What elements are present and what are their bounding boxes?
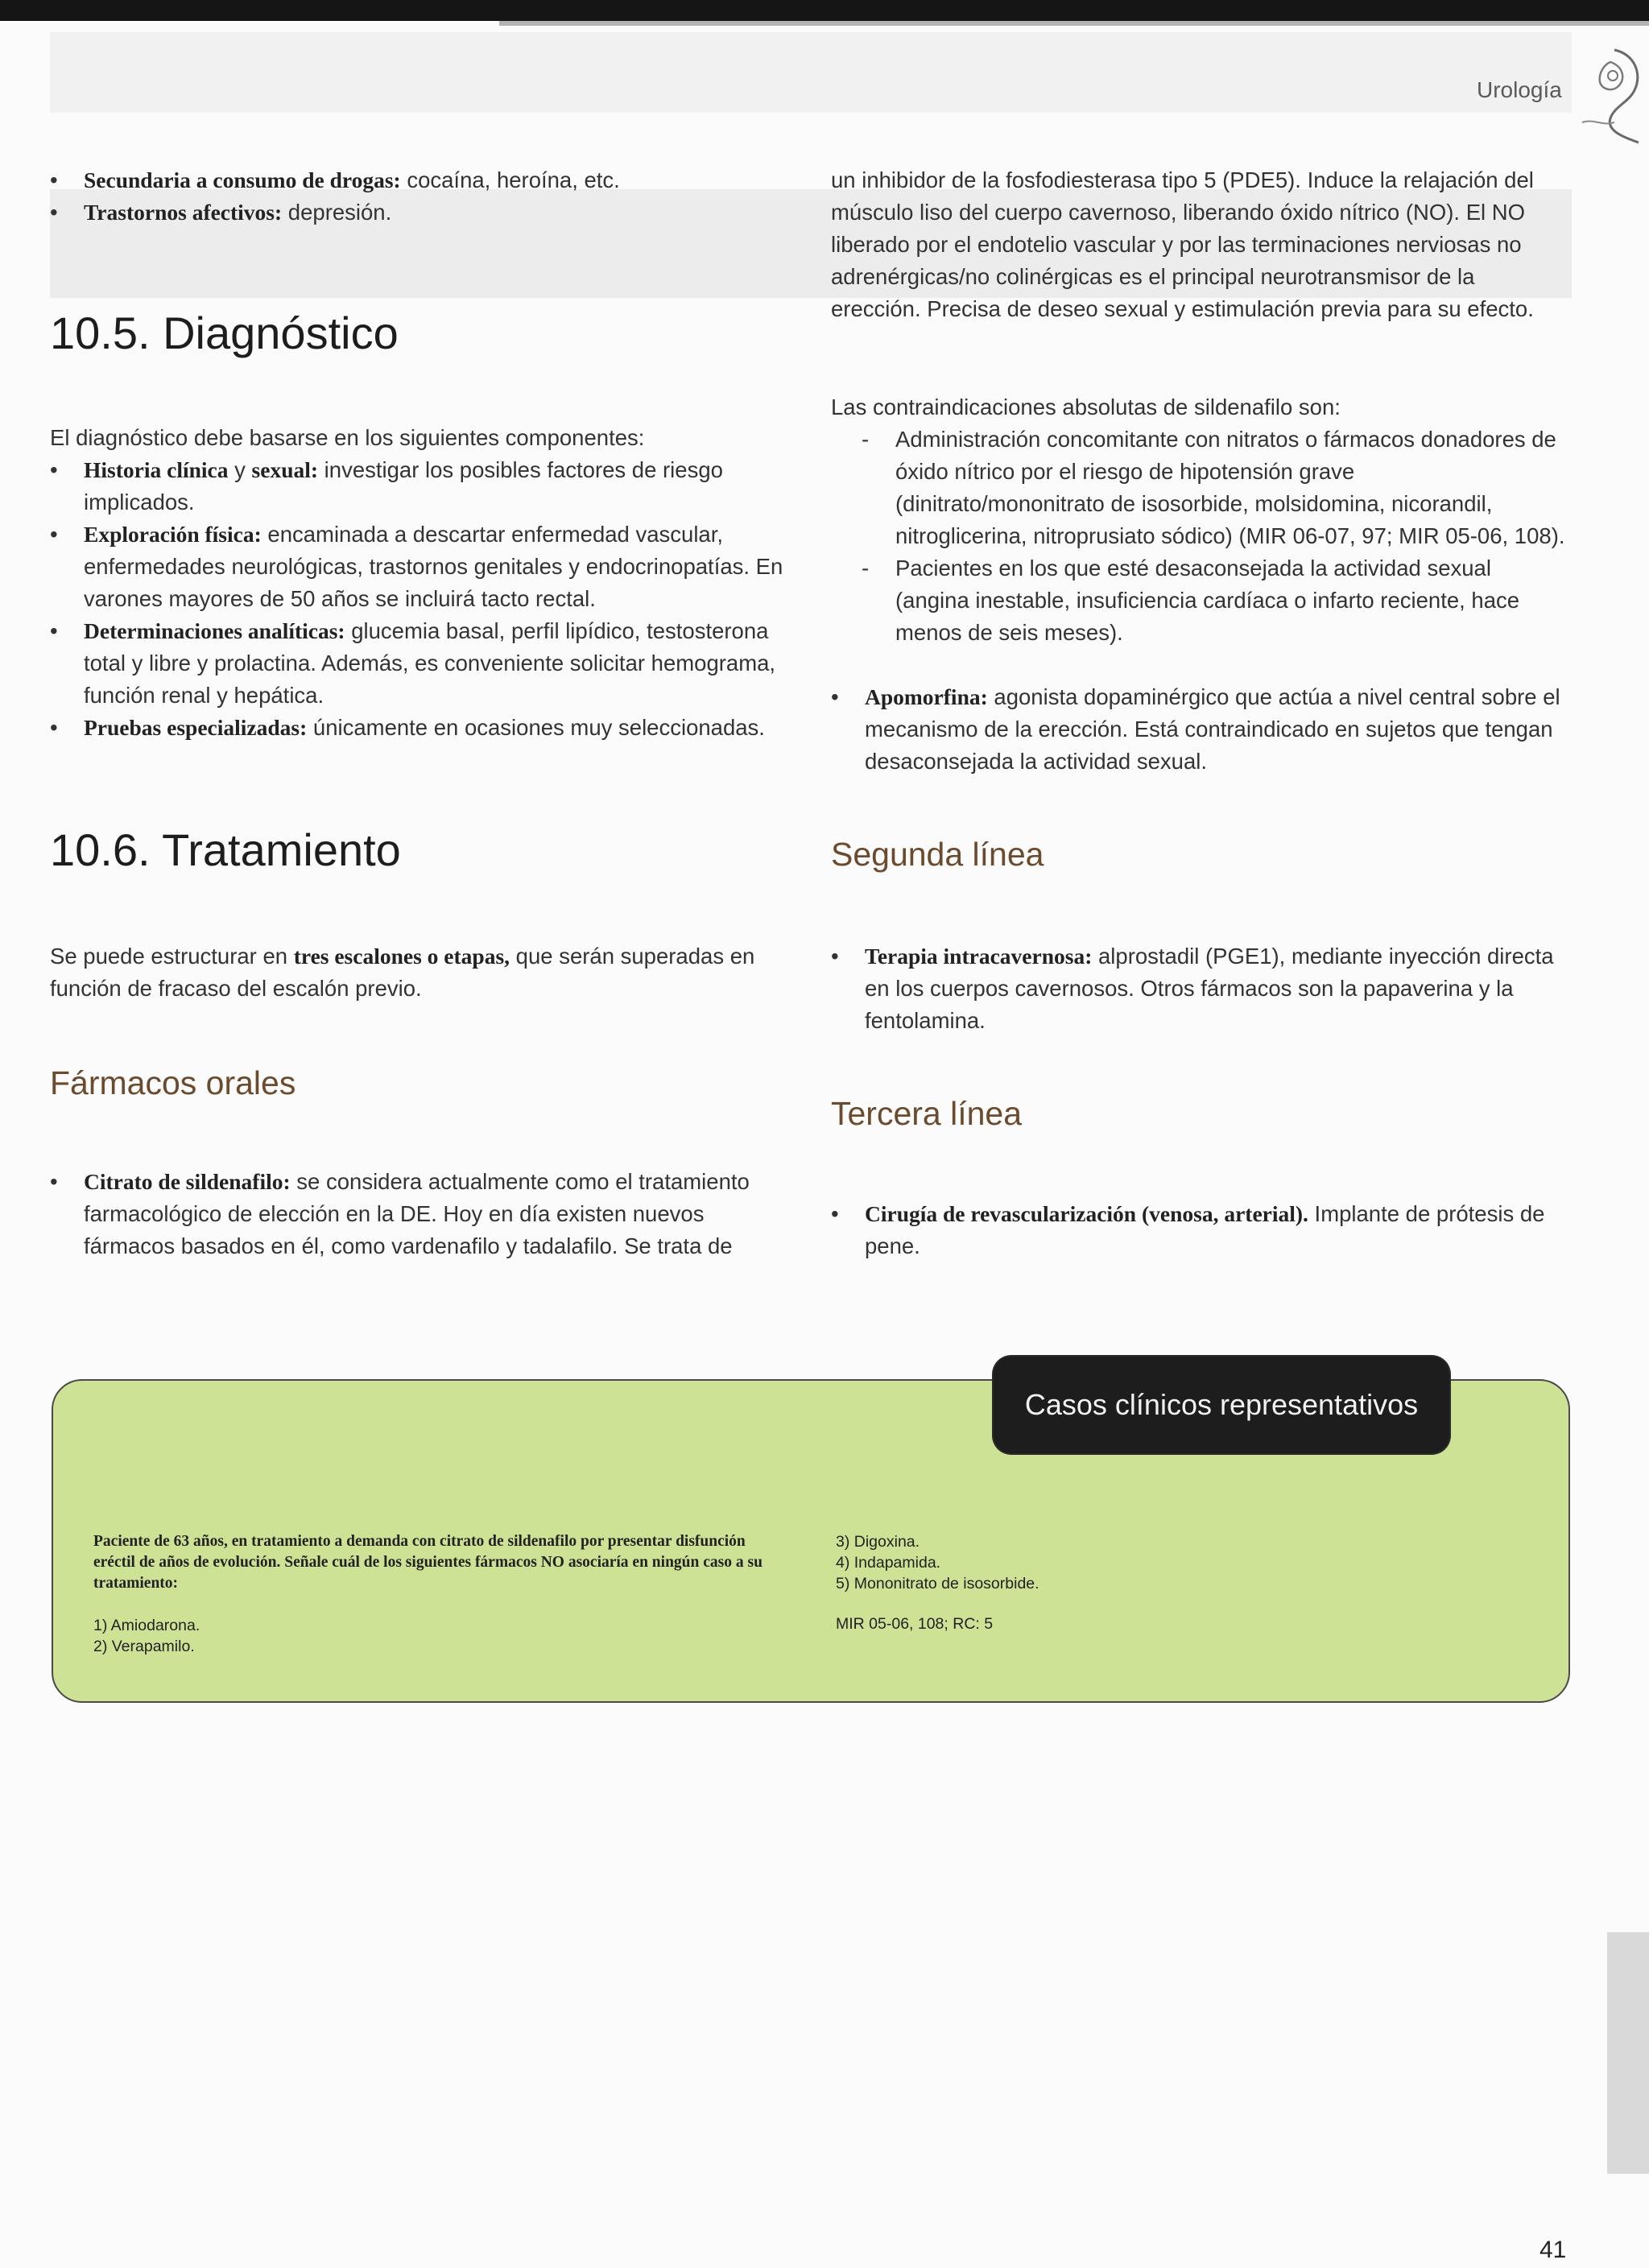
list-item: • Determinaciones analíticas: glucemia basal, perfil lipídico, testosterona total y libre y prolactina. Además, es conveniente solicitar hemograma, función renal y hepática.	[50, 615, 784, 712]
apomorfina-list	[831, 681, 1565, 778]
list-item: • Historia clínica y sexual: investigar los posibles factores de riesgo implicados.	[50, 454, 784, 518]
paragraph: Las contraindicaciones absolutas de sildenafilo son:	[831, 395, 1341, 419]
subsection-title-tercera-linea: Tercera línea	[831, 1095, 1023, 1132]
list-item: • Cirugía de revascularización (venosa, arterial). Implante de prótesis de pene.	[831, 1198, 1565, 1262]
clinical-case-title: Casos clínicos representativos	[994, 1357, 1449, 1453]
farmacos-list	[50, 1166, 784, 1262]
list-item: • Citrato de sildenafilo: se considera actualmente como el tratamiento farmacológico de elección en la DE. Hoy en día existen nuevos fármacos basados en él, como vardenafilo y tadalafilo. Se trata de	[50, 1166, 784, 1262]
list-item: • Terapia intracavernosa: alprostadil (PGE1), mediante inyección directa en los cuerpos cavernosos. Otros fármacos son la papaverina y la fentolamina.	[831, 940, 1565, 1037]
subsection-title-segunda-linea: Segunda línea	[831, 836, 1044, 873]
case-option: 3) Digoxina.	[836, 1533, 920, 1551]
tratamiento-intro	[50, 940, 784, 1005]
top-bar	[0, 0, 1649, 21]
paragraph: El diagnóstico debe basarse en los siguientes componentes:	[50, 425, 645, 450]
clinical-case-options-right	[836, 1531, 1528, 1634]
tercera-linea-list	[831, 1198, 1565, 1262]
paragraph: Se puede estructurar en tres escalones o etapas, que serán superadas en función de fracaso del escalón previo.	[50, 944, 755, 1001]
contraindicaciones	[831, 391, 1565, 649]
subsection-title-farmacos-orales: Fármacos orales	[50, 1064, 296, 1101]
clinical-case-question: Paciente de 63 años, en tratamiento a demanda con citrato de sildenafilo por presentar disfunción eréctil de años de evolución. Señale cuál de los siguientes fármacos NO asociaría en ningún caso a su tratamiento:	[93, 1533, 763, 1592]
segunda-linea-list	[831, 940, 1565, 1037]
sildenafilo-continued	[831, 164, 1565, 325]
case-option: 5) Mononitrato de isosorbide.	[836, 1575, 1039, 1593]
case-option: 1) Amiodarona.	[93, 1617, 200, 1634]
case-answer: MIR 05-06, 108; RC: 5	[836, 1615, 994, 1633]
list-item: • Trastornos afectivos: depresión.	[50, 196, 784, 229]
section-title-diagnostico: 10.5. Diagnóstico	[50, 308, 399, 358]
list-item: • Apomorfina: agonista dopaminérgico que actúa a nivel central sobre el mecanismo de la erección. Está contraindicado en sujetos que tengan desaconsejada la actividad sexual.	[831, 681, 1565, 778]
case-option: 2) Verapamilo.	[93, 1638, 195, 1655]
section-title-tratamiento: 10.6. Tratamiento	[50, 824, 401, 875]
list-item: • Exploración física: encaminada a descartar enfermedad vascular, enfermedades neurológicas, trastornos genitales y endocrinopatías. En varones mayores de 50 años se incluirá tacto rectal.	[50, 518, 784, 615]
top-bar-shadow	[499, 21, 1649, 26]
list-item: - Pacientes en los que esté desaconsejada la actividad sexual (angina inestable, insuficiencia cardíaca o infarto reciente, hace menos de seis meses).	[831, 552, 1565, 649]
clinical-case-question-block	[93, 1531, 786, 1657]
bleed-through-band	[50, 32, 1572, 113]
diagnostico-body	[50, 422, 784, 744]
case-option: 4) Indapamida.	[836, 1554, 941, 1572]
anatomy-illustration-icon	[1566, 42, 1647, 147]
diagnostico-continued-list	[50, 164, 784, 229]
list-item: • Secundaria a consumo de drogas: cocaína, heroína, etc.	[50, 164, 784, 196]
list-item: - Administración concomitante con nitratos o fármacos donadores de óxido nítrico por el riesgo de hipotensión grave (dinitrato/mononitrato de isosorbide, molsidomina, nicorandil, nitroglicerina, nitroprusiato sódico) (MIR 06-07, 97; MIR 05-06, 108).	[831, 423, 1565, 552]
list-item: • Pruebas especializadas: únicamente en ocasiones muy seleccionadas.	[50, 712, 784, 744]
paragraph: un inhibidor de la fosfodiesterasa tipo 5 (PDE5). Induce la relajación del músculo liso del cuerpo cavernoso, liberando óxido nítrico (NO). El NO liberado por el endotelio vascular y por las terminaciones nerviosas no adrenérgicas/no colinérgicas es el principal neurotransmisor de la erección. Precisa de deseo sexual y estimulación previa para su efecto.	[831, 167, 1534, 321]
section-header: Urología	[1477, 77, 1562, 102]
page-number: 41	[1539, 2237, 1567, 2263]
side-tab	[1607, 1932, 1649, 2174]
